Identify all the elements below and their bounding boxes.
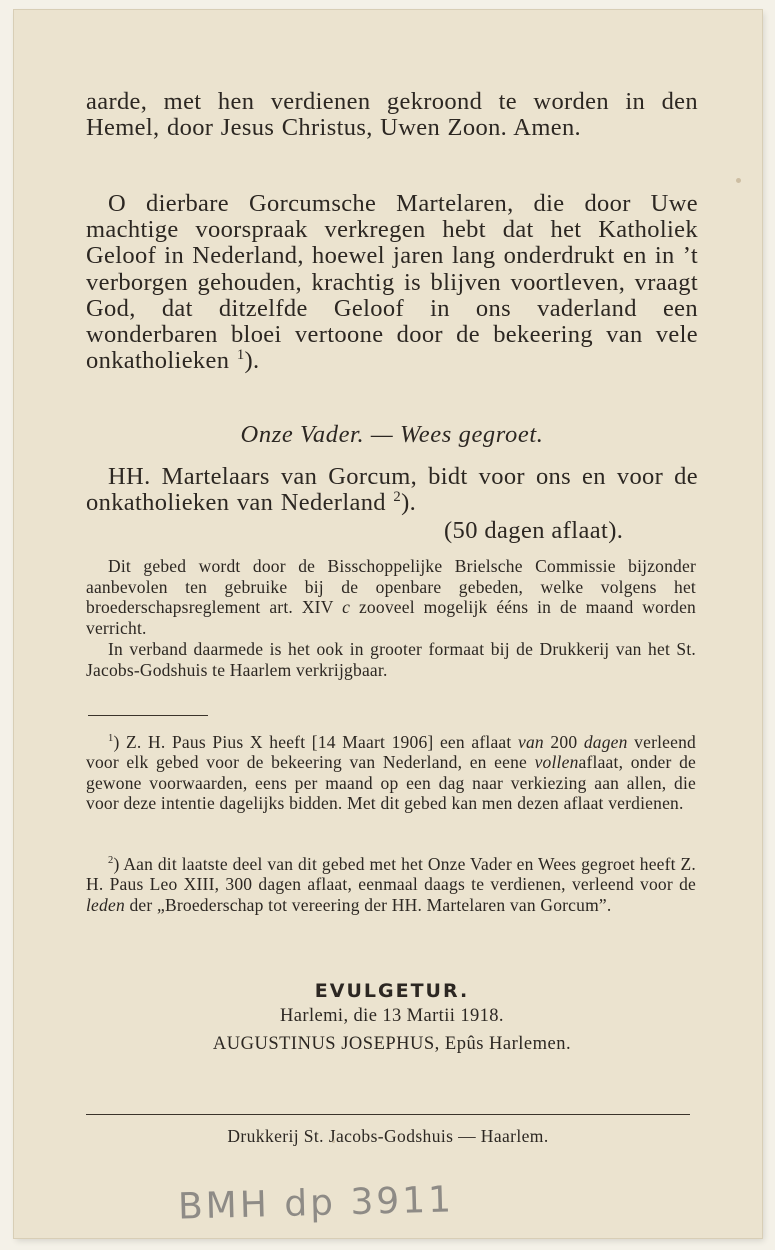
invocation-paragraph (86, 464, 698, 516)
footnote-2: $^2$) Aan dit laatste deel van dit gebed met het Onze Vader en Wees gegroet heeft Z. H. Paus Leo XIII, 300 dagen aflaat, eenmaal daags te verdienen, verleend voor de leden der „Broederschap tot vereering der HH. Martelaren van Gorcum”. (86, 854, 696, 915)
printer-imprint-text: Drukkerij St. Jacobs-Godshuis — Haarlem. (227, 1126, 549, 1146)
prayer-end-paragraph (86, 89, 698, 141)
footnote-1: $^1$) Z. H. Paus Pius X heeft [14 Maart 1906] een aflaat van 200 dagen verleend voor elk gebed voor de bekeering van Nederland, en eene vollenaflaat, onder de gewone voorwaarden, eens per maand op een dag naar verkiezing aan allen, die voor deze intentie dagelijks bidden. Met dit gebed kan men dezen aflaat verdienen. (86, 732, 697, 814)
invocation-text: HH. Martelaars van Gorcum, bidt voor ons en voor de onkatholieken van Nederland (86, 463, 698, 517)
footnote-ref-2[interactable]: 2 (393, 489, 402, 506)
approval-place-date (86, 1006, 698, 1027)
prayer-end-text: aarde, met hen verdienen gekroond te worden in den Hemel, door Jesus Christus, Uwen Zoon. Amen. (86, 88, 698, 142)
approval-heading (86, 980, 698, 1002)
commission-note-text-a: Dit gebed wordt door de Bisschoppelijke Brielsche Commissie bijzonder aanbevolen ten gebruike bij de openbare gebeden, welke volgens het broederschapsreglement art. XIV (86, 556, 696, 618)
archive-pencil-mark (178, 1179, 455, 1227)
footnote-1-marker: 1 (108, 733, 114, 745)
invocation-closing: ). (401, 489, 417, 517)
footnote-1-text-b: 200 (550, 732, 578, 752)
footnote-1-italic-c: vollen (534, 752, 579, 773)
onze-vader-text: Onze Vader. — Wees gegroet. (240, 421, 544, 448)
footnote-ref-1[interactable]: 1 (236, 347, 245, 364)
footnote-1-italic-b: dagen (583, 732, 628, 752)
footnote-separator (88, 715, 208, 716)
footnote-2-marker: 2 (108, 855, 114, 867)
footnote-1-italic-a: van (518, 732, 544, 752)
commission-note-p1 (86, 556, 696, 638)
approval-signatory-text: AUGUSTINUS JOSEPHUS, Epûs Harlemen. (212, 1034, 572, 1054)
onze-vader-line (86, 421, 698, 449)
prayer-main-text: O dierbare Gorcumsche Martelaren, die door Uwe machtige voorspraak verkregen hebt dat het Katholiek Geloof in Nederland, hoewel jaren lang onderdrukt en in ’t verborgen gehouden, krachtig is blijven voortleven, vraagt God, dat ditzelfde Geloof in ons vaderland een wonderbaren bloei vertoone door de bekeering van vele onkatholieken (86, 190, 698, 375)
printer-imprint (86, 1126, 690, 1147)
footnote-2-italic: leden (86, 894, 125, 915)
commission-note-italic: c (342, 597, 351, 618)
indulgence-line (444, 517, 623, 545)
footnote-2-text-b: der „Broederschap tot vereering der HH. Martelaren van Gorcum”. (129, 894, 612, 915)
foxing-spot (736, 178, 741, 183)
commission-note-text-c: In verband daarmede is het ook in grooter formaat bij de Drukkerij van het St. Jacobs-Godshuis te Haarlem verkrijgbaar. (86, 639, 696, 680)
footnote-2-text-a: Aan dit laatste deel van dit gebed met het Onze Vader en Wees gegroet heeft Z. H. Paus Leo XIII, 300 dagen aflaat, eenmaal daags te verdienen, verleend voor de (86, 854, 696, 895)
archive-mark-text: BMH dp 3911 (177, 1179, 455, 1228)
footnote-1-text-d: aflaat, onder de gewone voorwaarden, eens per maand op een dag naar verkiezing aan allen, die voor deze intentie dagelijks bidden. Met dit gebed kan men dezen aflaat verdienen. (86, 752, 697, 814)
approval-heading-text: EVULGETUR. (314, 980, 470, 1002)
commission-note-text-b: zooveel mogelijk ééns in de maand worden verricht. (86, 597, 696, 638)
indulgence-text: (50 dagen aflaat). (444, 517, 624, 544)
approval-signatory (86, 1034, 698, 1055)
footnote-1-text-c: verleend voor elk gebed voor de bekeering van Nederland, en eene (86, 732, 696, 773)
prayer-main-paragraph (86, 191, 698, 374)
footnote-1-text-a: Z. H. Paus Pius X heeft [14 Maart 1906] een aflaat (126, 732, 512, 752)
approval-place-date-text: Harlemi, die 13 Martii 1918. (280, 1006, 504, 1026)
prayer-main-closing: ). (244, 347, 260, 375)
imprint-separator (86, 1114, 690, 1115)
commission-note-p2 (86, 639, 696, 680)
